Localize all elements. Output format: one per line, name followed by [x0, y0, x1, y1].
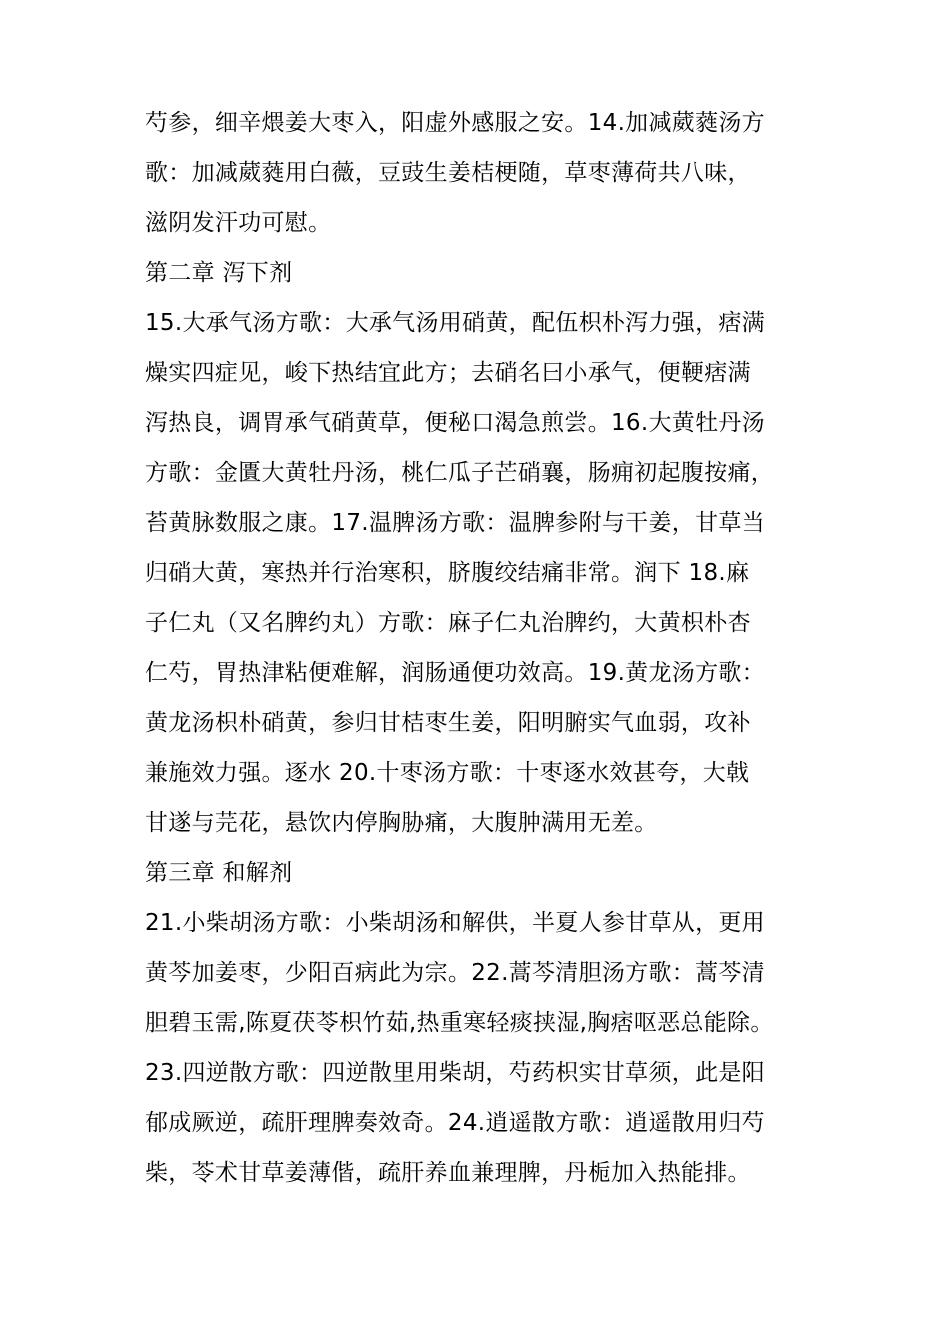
text-line: 胆碧玉需,陈夏茯苓枳竹茹,热重寒轻痰挟湿,胸痞呕恶总能除。: [145, 1010, 774, 1036]
text-line: 滋阴发汗功可慰。: [145, 210, 332, 236]
text-line: 兼施效力强。逐水 20.十枣汤方歌：十枣逐水效甚夸，大戟: [145, 760, 750, 786]
chapter-heading: 第二章 泻下剂: [145, 260, 293, 286]
text-line: 归硝大黄，寒热并行治寒积，脐腹绞结痛非常。润下 18.麻: [145, 560, 750, 586]
text-line: 芍参，细辛煨姜大枣入，阳虚外感服之安。14.加减葳蕤汤方: [145, 110, 765, 136]
text-line: 燥实四症见，峻下热结宜此方；去硝名曰小承气，便鞕痞满: [145, 360, 751, 386]
text-line: 黄芩加姜枣，少阳百病此为宗。22.蒿芩清胆汤方歌：蒿芩清: [145, 960, 765, 986]
text-line: 歌：加减葳蕤用白薇，豆豉生姜桔梗随，草枣薄荷共八味，: [145, 160, 751, 186]
text-line: 21.小柴胡汤方歌：小柴胡汤和解供，半夏人参甘草从，更用: [145, 910, 765, 936]
text-line: 苔黄脉数服之康。17.温脾汤方歌：温脾参附与干姜，甘草当: [145, 510, 765, 536]
text-line: 泻热良，调胃承气硝黄草，便秘口渴急煎尝。16.大黄牡丹汤: [145, 410, 765, 436]
text-line: 仁芍，胃热津粘便难解，润肠通便功效高。19.黄龙汤方歌：: [145, 660, 765, 686]
text-line: 郁成厥逆，疏肝理脾奏效奇。24.逍遥散方歌：逍遥散用归芍: [145, 1110, 765, 1136]
text-line: 15.大承气汤方歌：大承气汤用硝黄，配伍枳朴泻力强，痞满: [145, 310, 765, 336]
body-text: [145, 98, 845, 1198]
text-line: 方歌：金匱大黄牡丹汤，桃仁瓜子芒硝襄，肠痈初起腹按痛，: [145, 460, 775, 486]
chapter-heading: 第三章 和解剂: [145, 860, 293, 886]
text-line: 黄龙汤枳朴硝黄，参归甘桔枣生姜，阳明腑实气血弱，攻补: [145, 710, 751, 736]
text-line: 柴，苓术甘草姜薄偕，疏肝养血兼理脾，丹栀加入热能排。: [145, 1160, 751, 1186]
text-line: 甘遂与芫花，悬饮内停胸胁痛，大腹肿满用无差。: [145, 810, 658, 836]
text-line: 子仁丸（又名脾约丸）方歌：麻子仁丸治脾约，大黄枳朴杏: [145, 610, 751, 636]
text-line: 23.四逆散方歌：四逆散里用柴胡，芍药枳实甘草须，此是阳: [145, 1060, 765, 1086]
